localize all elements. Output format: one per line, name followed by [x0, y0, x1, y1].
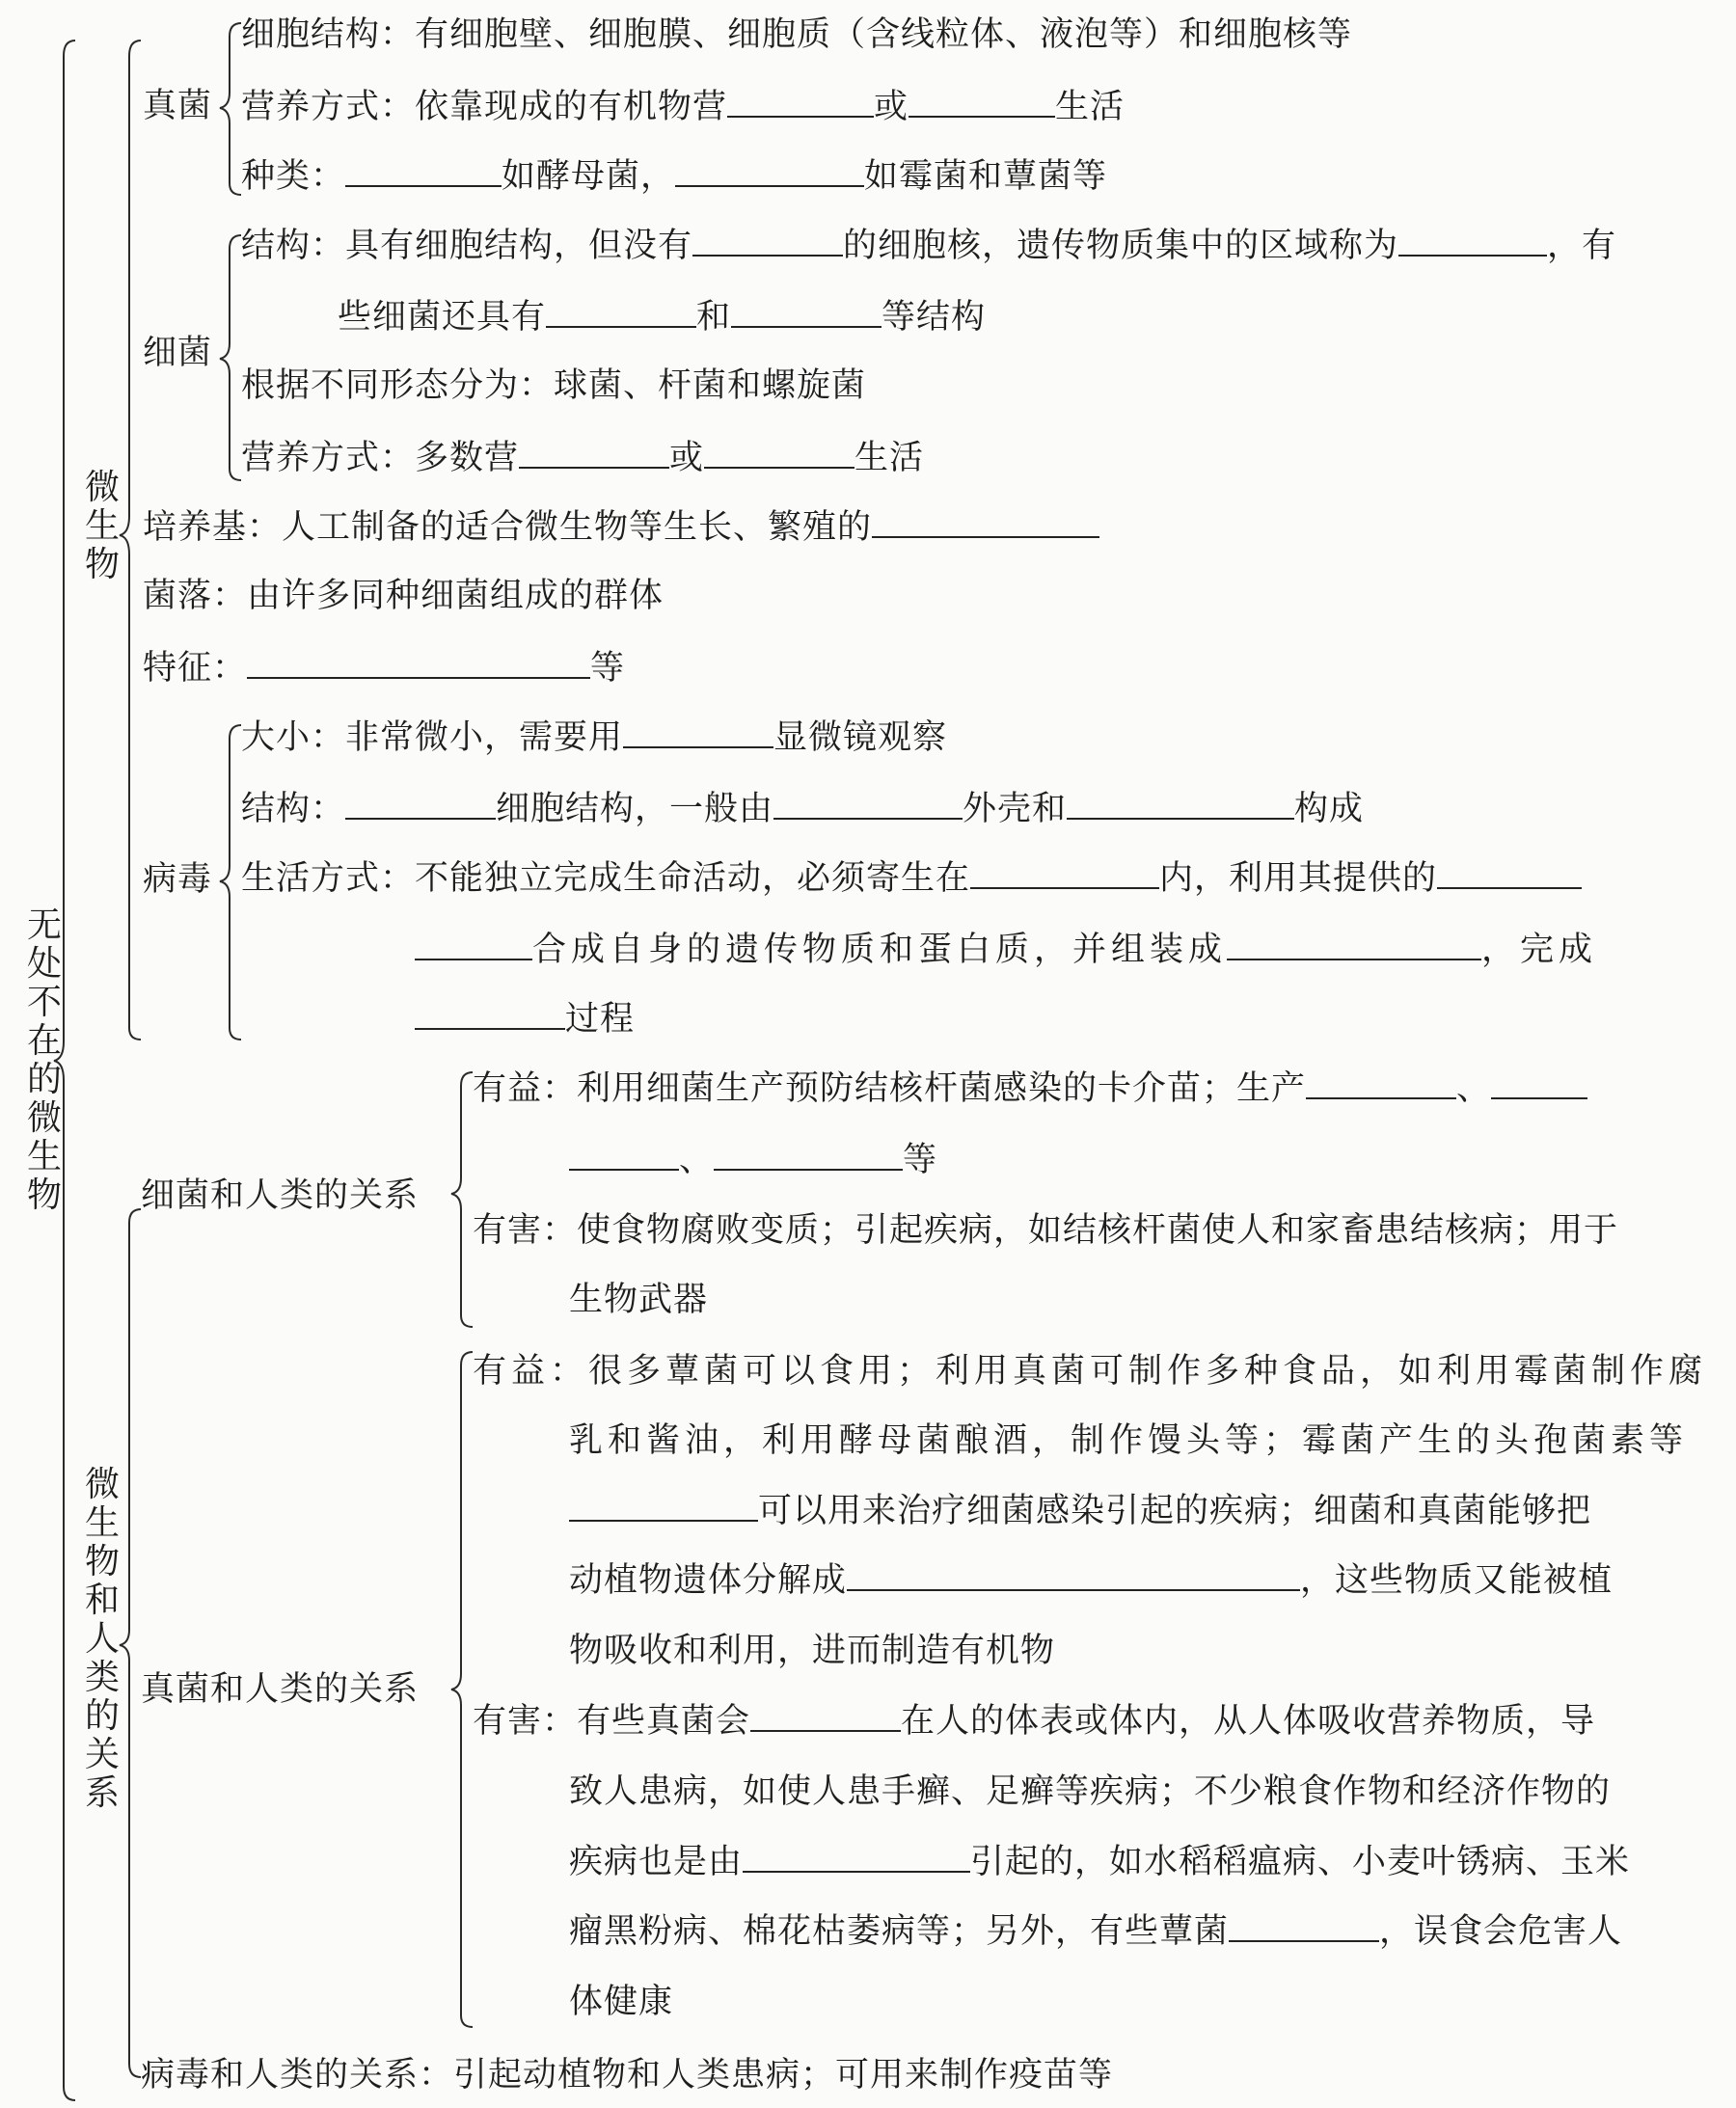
fungi-human-brace — [451, 1352, 473, 2027]
microbes-brace — [120, 41, 141, 1040]
answer-blank[interactable] — [847, 1558, 1300, 1591]
virus-life-3 — [415, 997, 635, 1040]
fungi-harm-4-pre: 瘤黑粉病、棉花枯萎病等；另外，有些蕈菌 — [569, 1912, 1230, 1951]
answer-blank[interactable] — [727, 85, 874, 118]
fungi-types — [241, 154, 1107, 198]
answer-blank[interactable] — [731, 295, 882, 328]
culture-medium — [143, 505, 1099, 549]
answer-blank[interactable] — [1227, 928, 1481, 960]
microbes-title: 微生物 — [84, 468, 120, 584]
answer-blank[interactable] — [704, 436, 854, 469]
relations-title: 微生物和人类的关系 — [84, 1465, 120, 1813]
virus-size-pre: 大小：非常微小，需要用 — [241, 718, 624, 757]
answer-blank[interactable] — [970, 856, 1159, 889]
answer-blank[interactable] — [872, 505, 1099, 538]
bacteria-nutrition-pre: 营养方式：多数营 — [241, 439, 520, 477]
fungi-nutrition-or: 或 — [874, 88, 909, 126]
fungi-benefit-3-text: 可以用来治疗细菌感染引起的疾病；细菌和真菌能够把 — [758, 1492, 1592, 1530]
fungi-label: 真菌 — [143, 87, 213, 125]
answer-blank[interactable] — [714, 1138, 903, 1171]
virus-structure — [241, 787, 1364, 830]
features-pre: 特征： — [143, 649, 248, 688]
fungi-harm-4 — [569, 1909, 1622, 1953]
answer-blank[interactable] — [415, 997, 565, 1030]
bacteria-structure-pre: 结构：具有细胞结构，但没有 — [241, 227, 693, 265]
bacteria-structure2-and: 和 — [696, 298, 732, 337]
fungi-nutrition — [241, 85, 1125, 128]
virus-human: 病毒和人类的关系：引起动植物和人类患病；可用来制作疫苗等 — [141, 2056, 1114, 2094]
fungi-benefit-4-pre: 动植物遗体分解成 — [569, 1561, 848, 1600]
fungi-human-label: 真菌和人类的关系 — [141, 1670, 420, 1709]
root-title: 无处不在的微生物 — [26, 905, 62, 1215]
fungi-harm-3-post: 引起的，如水稻稻瘟病、小麦叶锈病、玉米 — [970, 1843, 1631, 1881]
fungi-nutrition-post: 生活 — [1055, 88, 1126, 126]
bacteria-structure — [241, 224, 1616, 267]
virus-label: 病毒 — [143, 860, 213, 899]
fungi-harm-3-pre: 疾病也是由 — [569, 1843, 744, 1881]
virus-life-2-text: 合成自身的遗传物质和蛋白质，并组装成 — [532, 931, 1228, 969]
answer-blank[interactable] — [1437, 856, 1582, 889]
bacteria-human-label: 细菌和人类的关系 — [141, 1176, 420, 1215]
bacteria-benefit-1 — [473, 1067, 1587, 1110]
answer-blank[interactable] — [1067, 787, 1294, 820]
virus-size — [241, 716, 947, 759]
fungi-benefit-2: 乳和酱油，利用酵母菌酿酒，制作馒头等；霉菌产生的头孢菌素等 — [569, 1421, 1689, 1460]
fungi-types-pre: 种类： — [241, 157, 346, 196]
virus-structure-mid: 细胞结构，一般由 — [496, 790, 774, 828]
answer-blank[interactable] — [1306, 1067, 1456, 1099]
fungi-benefit-4-post: ，这些物质又能被植 — [1300, 1561, 1614, 1600]
bacteria-benefit-2 — [569, 1138, 937, 1181]
bacteria-structure2-post: 等结构 — [882, 298, 987, 337]
answer-blank[interactable] — [750, 1699, 901, 1732]
virus-size-post: 显微镜观察 — [773, 718, 948, 757]
answer-blank[interactable] — [345, 787, 496, 820]
fungi-brace — [220, 23, 241, 195]
bacteria-shapes: 根据不同形态分为：球菌、杆菌和螺旋菌 — [241, 366, 867, 405]
answer-blank[interactable] — [569, 1138, 679, 1171]
relations-brace — [120, 1209, 141, 2077]
bacteria-nutrition-post: 生活 — [854, 439, 925, 477]
virus-brace — [220, 725, 241, 1040]
virus-life-mid: 内，利用其提供的 — [1159, 859, 1438, 898]
bacteria-benefit-post: 等 — [903, 1141, 938, 1179]
bacteria-benefit-pre: 有益：利用细菌生产预防结核杆菌感染的卡介苗；生产 — [473, 1069, 1307, 1108]
fungi-structure: 细胞结构：有细胞壁、细胞膜、细胞质（含线粒体、液泡等）和细胞核等 — [241, 15, 1353, 54]
fungi-harm-5: 体健康 — [569, 1983, 674, 2021]
bacteria-benefit-sep2: 、 — [679, 1141, 715, 1179]
fungi-harm-2: 致人患病，如使人患手癣、足癣等疾病；不少粮食作物和经济作物的 — [569, 1772, 1612, 1811]
virus-life-2-post: ，完成 — [1481, 931, 1598, 969]
fungi-harm-3 — [569, 1840, 1630, 1883]
answer-blank[interactable] — [415, 928, 532, 960]
virus-structure-mid2: 外壳和 — [963, 790, 1068, 828]
bacteria-structure2-pre: 些细菌还具有 — [338, 298, 547, 337]
fungi-benefit-1: 有益：很多蕈菌可以食用；利用真菌可制作多种食品，如利用霉菌制作腐 — [473, 1352, 1708, 1391]
fungi-types-mid: 如酵母菌， — [502, 157, 676, 196]
answer-blank[interactable] — [675, 154, 864, 187]
fungi-types-post: 如霉菌和蕈菌等 — [864, 157, 1108, 196]
virus-structure-post: 构成 — [1294, 790, 1365, 828]
colony: 菌落：由许多同种细菌组成的群体 — [143, 577, 665, 615]
fungi-benefit-5: 物吸收和利用，进而制造有机物 — [569, 1632, 1056, 1670]
virus-structure-pre: 结构： — [241, 790, 346, 828]
fungi-benefit-3 — [569, 1489, 1591, 1532]
fungi-benefit-4 — [569, 1558, 1613, 1602]
bacteria-harm-2: 生物武器 — [569, 1281, 709, 1319]
answer-blank[interactable] — [247, 646, 590, 679]
fungi-harm-1-pre: 有害：有些真菌会 — [473, 1702, 751, 1741]
answer-blank[interactable] — [692, 224, 843, 257]
answer-blank[interactable] — [569, 1489, 758, 1522]
answer-blank[interactable] — [623, 716, 773, 748]
answer-blank[interactable] — [345, 154, 502, 187]
fungi-nutrition-pre: 营养方式：依靠现成的有机物营 — [241, 88, 728, 126]
features-post: 等 — [590, 649, 626, 688]
virus-life-1 — [241, 856, 1582, 900]
answer-blank[interactable] — [909, 85, 1055, 118]
virus-life-2 — [415, 928, 1597, 971]
bacteria-structure-2 — [338, 295, 986, 338]
culture-medium-text: 培养基：人工制备的适合微生物等生长、繁殖的 — [143, 508, 873, 547]
bacteria-nutrition — [241, 436, 924, 479]
virus-life-pre: 生活方式：不能独立完成生命活动，必须寄生在 — [241, 859, 971, 898]
bacteria-nutrition-or: 或 — [669, 439, 705, 477]
answer-blank[interactable] — [1491, 1067, 1587, 1099]
bacteria-brace — [220, 235, 241, 480]
bacteria-benefit-sep: 、 — [1456, 1069, 1492, 1108]
features — [143, 646, 625, 689]
bacteria-label: 细菌 — [143, 334, 213, 372]
fungi-harm-4-post: ，误食会危害人 — [1379, 1912, 1623, 1951]
bacteria-harm-1: 有害：使食物腐败变质；引起疾病，如结核杆菌使人和家畜患结核病；用于 — [473, 1211, 1619, 1250]
virus-life-3-text: 过程 — [565, 1000, 636, 1039]
fungi-harm-1-post: 在人的体表或体内，从人体吸收营养物质，导 — [901, 1702, 1596, 1741]
fungi-harm-1 — [473, 1699, 1595, 1743]
answer-blank[interactable] — [743, 1840, 970, 1873]
bacteria-structure-end: ，有 — [1547, 227, 1617, 265]
answer-blank[interactable] — [773, 787, 963, 820]
answer-blank[interactable] — [1398, 224, 1547, 257]
answer-blank[interactable] — [1229, 1909, 1379, 1942]
bacteria-human-brace — [451, 1072, 473, 1327]
bacteria-structure-mid: 的细胞核，遗传物质集中的区域称为 — [843, 227, 1399, 265]
answer-blank[interactable] — [546, 295, 696, 328]
answer-blank[interactable] — [519, 436, 669, 469]
